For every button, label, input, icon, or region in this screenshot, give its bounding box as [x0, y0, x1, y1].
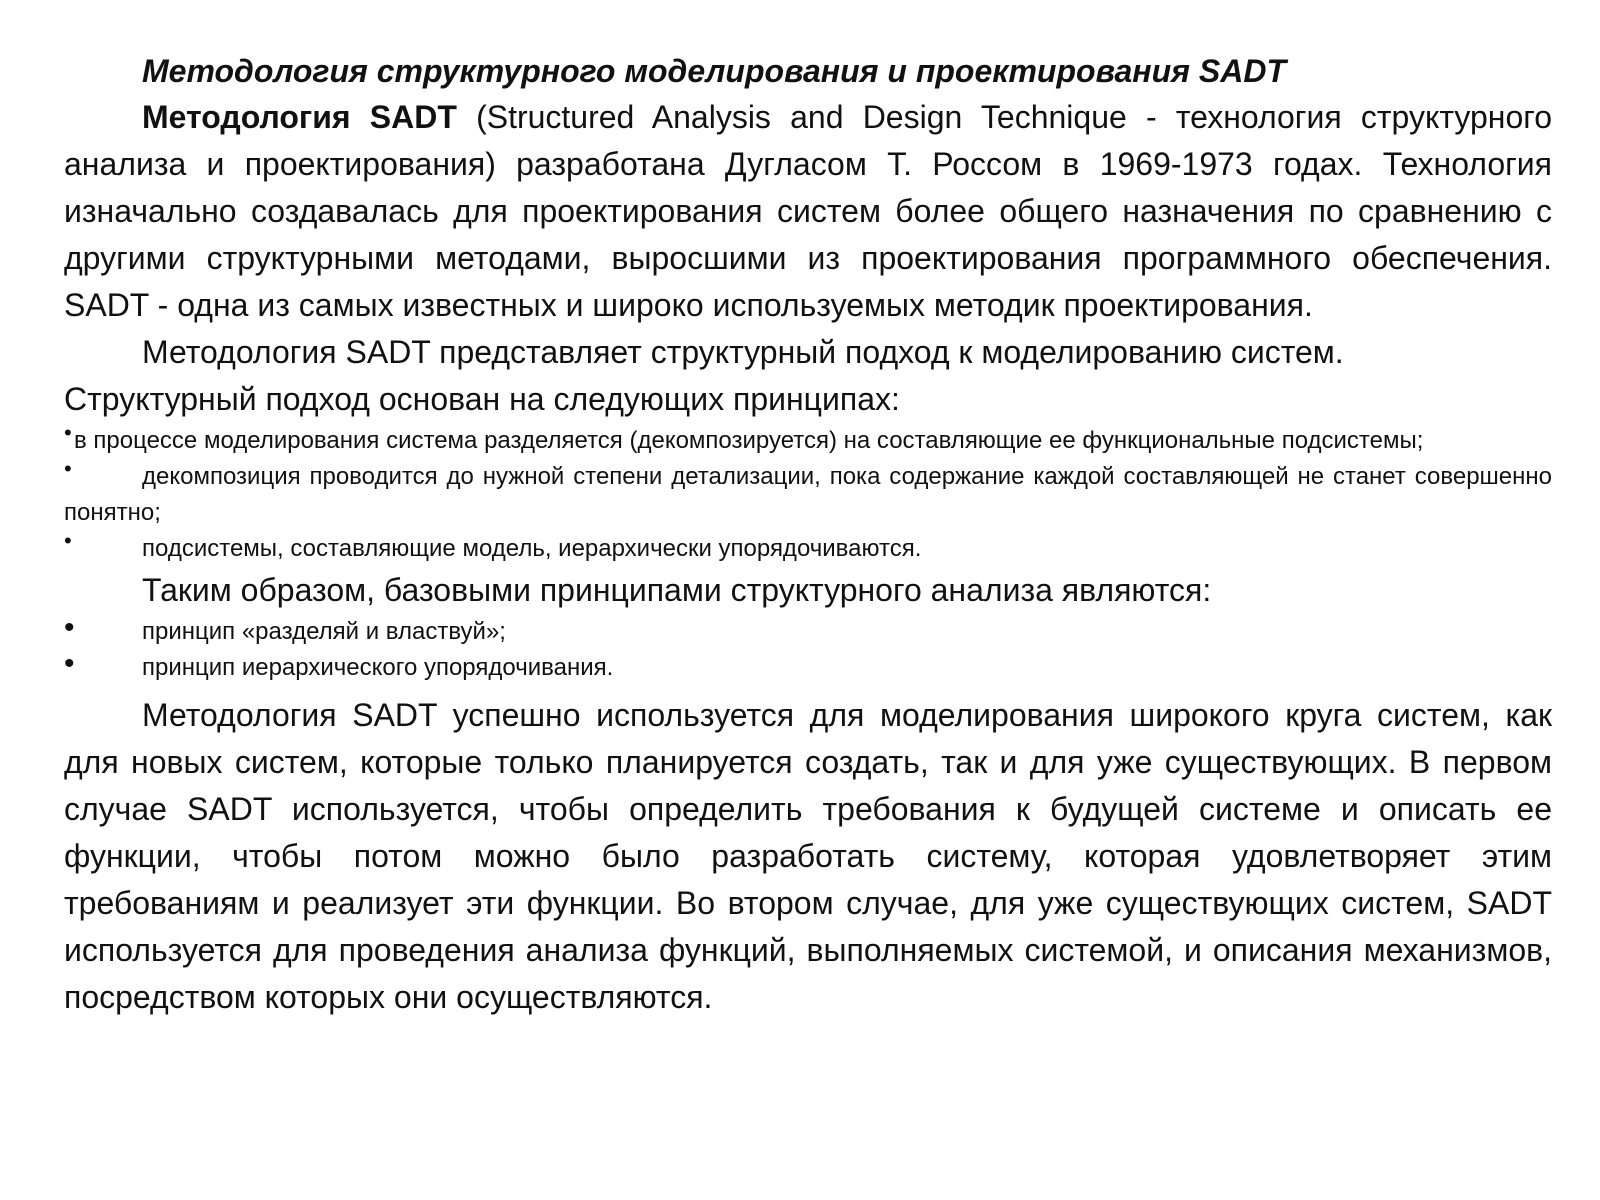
- intro-rest: (Structured Analysis and Design Technique - технология структурного анализа и проектирования) разработана Дугласом Т. Россом в 1969-1973 годах. Технология изначально создавалась для проектирования систем более общего назначения по сравнению с другими структурными методами, выросшими из проектирования программного обеспечения. SADT - одна из самых известных и широко используемых методик проектирования.: [64, 99, 1553, 323]
- basic-principle-item-2: [64, 647, 1552, 686]
- basic-principles-intro: Таким образом, базовыми принципами структурного анализа являются:: [142, 572, 1212, 608]
- principle-item-1: [64, 420, 1552, 459]
- principle-text-2: декомпозиция проводится до нужной степени детализации, пока содержание каждой составляющей не станет совершенно понятно;: [64, 463, 1552, 526]
- bullet-icon: •: [64, 647, 75, 680]
- bullet-icon: •: [64, 456, 72, 481]
- principle-item-3: [64, 528, 1552, 567]
- principle-text-3: подсистемы, составляющие модель, иерархически упорядочиваются.: [142, 535, 922, 562]
- structural-approach-line2: Структурный подход основан на следующих принципах:: [64, 381, 900, 417]
- usage-paragraph: Методология SADT успешно используется для моделирования широкого круга систем, как для новых систем, которые только планируется создать, так и для уже существующих. В первом случае SADT используется, чтобы определить требования к будущей системе и описать ее функции, чтобы потом можно было разработать систему, которая удовлетворяет этим требованиям и реализует эти функции. Во втором случае, для уже существующих систем, SADT используется для проведения анализа функций, выполняемых системой, и описания механизмов, посредством которых они осуществляются.: [64, 697, 1552, 1015]
- document-title: Методология структурного моделирования и проектирования SADT: [142, 53, 1286, 89]
- structural-approach-line1: Методология SADT представляет структурный подход к моделированию систем.: [142, 334, 1344, 370]
- intro-lead: Методология SADT: [142, 99, 457, 135]
- basic-principle-text-2: принцип иерархического упорядочивания.: [142, 654, 614, 681]
- intro-paragraph: [64, 94, 1552, 329]
- principle-item-2: [64, 456, 1552, 531]
- principle-text-1: в процессе моделирования система разделяется (декомпозируется) на составляющие ее функциональные подсистемы;: [74, 427, 1424, 454]
- basic-principle-text-1: принцип «разделяй и властвуй»;: [142, 618, 506, 645]
- bullet-icon: •: [64, 528, 72, 553]
- bullet-icon: •: [64, 611, 75, 644]
- basic-principle-item-1: [64, 611, 1552, 650]
- bullet-icon: •: [64, 420, 72, 445]
